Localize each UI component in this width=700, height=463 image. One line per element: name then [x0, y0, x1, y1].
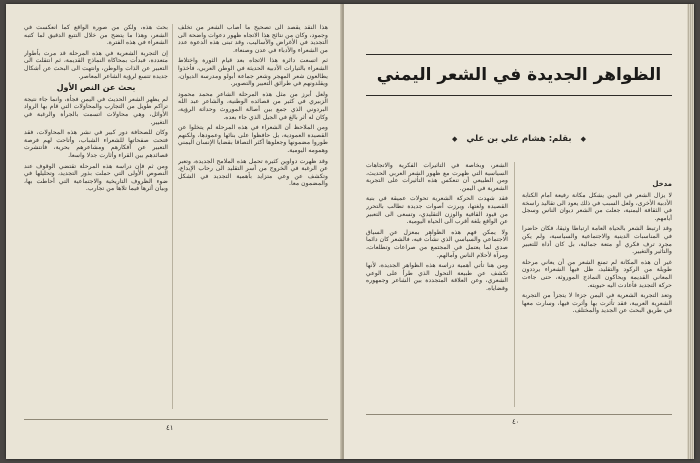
paragraph: ومن ثم فإن دراسة هذه المرحلة تقتضي الوقوف عند النصوص الأولى التي حملت بذور التجديد، وتحليلها في ضوء الظروف التاريخية والاجتماعية التي أحاطت بها، وبيان أثرها فيما تلاها من تجارب.	[24, 162, 168, 193]
paragraph: وقد ظهرت دواوين كثيرة تحمل هذه الملامح الجديدة، وتعبر عن الرغبة في الخروج من أسر التقليد الى رحاب الإبداع، وتكشف عن وعي متزايد بأهمية التجديد في الشكل والمضمون معا.	[178, 157, 328, 188]
column-divider	[172, 24, 173, 409]
right-page	[344, 4, 694, 459]
left-page-right-column	[178, 24, 328, 409]
paragraph: هذا النقد يقصد الى تصحيح ما أصاب الشعر من تخلف وجمود، وكان من نتائج هذا الاتجاه ظهور دعوات واضحة الى التجديد في الأغراض والأساليب، وقد تبنى هذه الدعوة عدد من الشعراء والأدباء في عدن وصنعاء.	[178, 24, 328, 54]
paragraph: وقد ارتبط الشعر بالحياة العامة ارتباطا وثيقا، فكان حاضرا في المناسبات الدينية والاجتماعية والسياسية، ولم يكن مجرد ترف فكري أو متعة جمالية، بل كان أداة للتعبير والتأثير والتغيير.	[522, 225, 672, 256]
left-column-intro	[24, 24, 168, 80]
paragraph: ثم اتسعت دائرة هذا الاتجاه بعد قيام الثورة واختلاط الشعراء بالتيارات الأدبية الحديثة في الوطن العربي، فأخذوا يطالعون شعر المهجر وشعر جماعة أبولو ومدرسة الديوان، ويقلدونهم في طرائق التعبير والتصوير.	[178, 57, 328, 88]
footer-rule	[24, 419, 328, 420]
footer-rule	[366, 414, 672, 415]
left-column-body	[24, 96, 168, 193]
left-page-left-column	[24, 24, 168, 409]
paragraph: وكان للصحافة دور كبير في نشر هذه المحاولات، فقد فتحت صفحاتها للشعراء الشباب، وأتاحت لهم فرصة التعبير عن أفكارهم ومشاعرهم بحرية، فانتشرت قصائدهم بين القراء وأثارت جدلا واسعا.	[24, 129, 168, 159]
intro-heading: مدخل	[652, 180, 672, 188]
article-title-box	[366, 54, 672, 96]
paragraph: لا يزال الشعر في اليمن يشكل مكانة رفيعة أمام الكتابة الأدبية الأخرى، ولعل السبب في ذلك يعود الى تقاليد راسخة في الثقافة اليمنية، جعلت من الشعر ديوان الناس وسجل أيامهم.	[522, 192, 672, 222]
paragraph: ولعل أبرز من مثل هذه المرحلة الشاعر محمد محمود الزبيري في كثير من قصائده الوطنية، والشاعر عبد الله البردوني الذي جمع بين أصالة الموروث وحداثة الرؤية، وكان له أثر بالغ في الجيل الذي جاء بعده.	[178, 90, 328, 121]
right-page-right-column	[522, 192, 672, 407]
paragraph: ولا يمكن فهم هذه الظواهر بمعزل عن السياق الاجتماعي والسياسي الذي نشأت فيه، فالشعر كان دائما صدى لما يعتمل في المجتمع من صراعات وتطلعات، ومرآة لأحلام الناس وآمالهم.	[366, 228, 508, 259]
paragraph: الشعر، وبخاصة في التأثيرات الفكرية والاتجاهات السياسية التي ظهرت مع ظهور الشعر العربي الحديث، ومن الطبيعي أن تنعكس هذه التأثيرات على التجربة الشعرية في اليمن.	[366, 162, 508, 192]
diamond-ornament-icon: ◆	[452, 135, 458, 143]
paragraph: وتعد التجربة الشعرية في اليمن جزءا لا يتجزأ من التجربة الشعرية العربية، فقد تأثرت بها وأثرت فيها، وسارت معها في طريق البحث عن الجديد والمختلف.	[522, 292, 672, 315]
article-title: الظواهر الجديدة في الشعر اليمني	[376, 65, 662, 85]
paragraph: بحث هذه، ولكن من صورة الواقع كما انعكست في الشعر، وهذا ما يتضح من خلال التتبع الدقيق لما كتبه الشعراء في هذه الفترة.	[24, 24, 168, 47]
section-title: بحث عن النص الأول	[56, 83, 136, 93]
paragraph: غير أن هذه المكانة لم تمنع الشعر من أن يعاني مرحلة طويلة من الركود والتقليد، ظل فيها الشعراء يرددون المعاني القديمة ويحاكون النماذج الموروثة، حتى جاءت حركة التجديد فأعادت اليه حيويته.	[522, 258, 672, 289]
paragraph: لم يظهر الشعر الحديث في اليمن فجأة، وانما جاء نتيجة تراكم طويل من التجارب والمحاولات التي قام بها الرواد الأوائل، وهي محاولات اتسمت بالجرأة والرغبة في التغيير.	[24, 95, 168, 126]
author-byline	[366, 134, 672, 148]
paragraph: ومن الملاحظ أن الشعراء في هذه المرحلة لم يتخلوا عن القصيدة العمودية، بل حافظوا على بنائها وعمودها، ولكنهم طوروا مضمونها وجعلوها أكثر التصاقا بقضايا الإنسان اليمني وهمومه اليومية.	[178, 124, 328, 154]
page-stack-edge	[687, 4, 694, 459]
page-number-left: ٤١	[166, 424, 174, 432]
left-page	[6, 4, 342, 459]
page-number-right: ٤٠	[512, 418, 520, 426]
column-divider	[514, 162, 515, 407]
paragraph: ومن هنا تأتي أهمية دراسة هذه الظواهر الجديدة، لأنها تكشف عن طبيعة التحول الذي طرأ على الوعي الشعري، وعن العلاقة المتجددة بين الشاعر وجمهوره وقضاياه.	[366, 262, 508, 292]
author-name: بقلم: هشام علي بن علي	[466, 134, 572, 144]
diamond-ornament-icon: ◆	[580, 135, 586, 143]
paragraph: إن التجربة الشعرية في هذه المرحلة قد مرت بأطوار متعددة، فبدأت بمحاكاة النماذج القديمة، ثم انتقلت الى التعبير عن الذات والوطن، وانتهت الى البحث عن أشكال جديدة تتسع لرؤية الشاعر المعاصر.	[24, 49, 168, 80]
paragraph: فقد شهدت الحركة الشعرية تحولات عميقة في بنية القصيدة ولغتها، وبرزت أصوات جديدة تطالب بالتحرر من قيود القافية والوزن التقليدي، وتسعى الى التعبير عن الواقع بلغة أقرب الى الحياة اليومية.	[366, 195, 508, 226]
magazine-spread	[6, 4, 694, 459]
right-page-left-column	[366, 162, 508, 407]
